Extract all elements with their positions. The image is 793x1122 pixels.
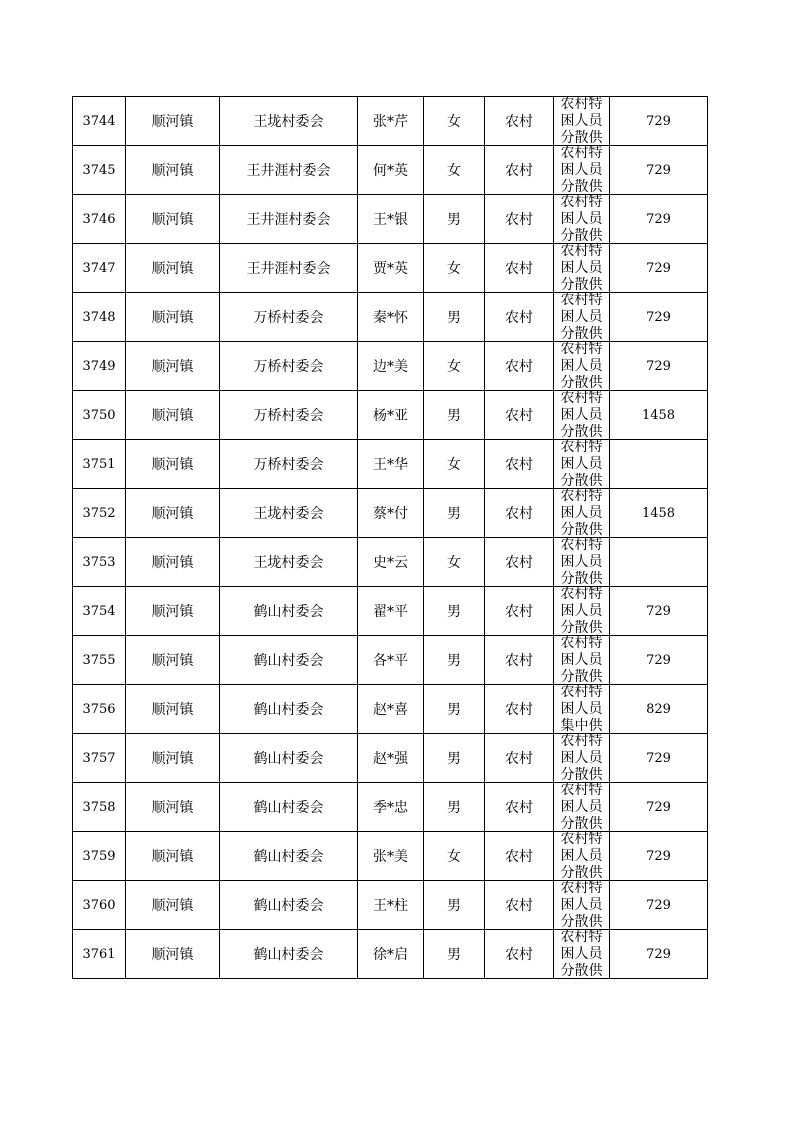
type-cell (554, 685, 610, 734)
gender-cell: 男 (424, 489, 485, 538)
table-row (73, 293, 708, 342)
type-text: 农村特困人员分散供 (560, 293, 603, 342)
row-number-cell: 3749 (73, 342, 126, 391)
row-number-cell: 3759 (73, 832, 126, 881)
town-cell: 顺河镇 (126, 734, 220, 783)
row-number-cell: 3747 (73, 244, 126, 293)
type-text: 农村特困人员分散供 (560, 97, 603, 146)
village-cell: 王井涯村委会 (220, 195, 358, 244)
area-cell: 农村 (485, 538, 554, 587)
gender-cell: 女 (424, 832, 485, 881)
area-cell: 农村 (485, 636, 554, 685)
area-cell: 农村 (485, 685, 554, 734)
area-cell: 农村 (485, 783, 554, 832)
area-cell: 农村 (485, 587, 554, 636)
village-cell: 鹤山村委会 (220, 832, 358, 881)
village-cell: 万桥村委会 (220, 293, 358, 342)
name-cell: 赵*强 (358, 734, 424, 783)
amount-cell: 729 (610, 342, 708, 391)
name-cell: 秦*怀 (358, 293, 424, 342)
name-cell: 何*英 (358, 146, 424, 195)
row-number-cell: 3758 (73, 783, 126, 832)
gender-cell: 男 (424, 587, 485, 636)
type-cell (554, 636, 610, 685)
row-number-cell: 3754 (73, 587, 126, 636)
amount-cell: 729 (610, 832, 708, 881)
name-cell: 王*银 (358, 195, 424, 244)
gender-cell: 女 (424, 97, 485, 146)
name-cell: 徐*启 (358, 930, 424, 979)
area-cell: 农村 (485, 195, 554, 244)
village-cell: 王井涯村委会 (220, 244, 358, 293)
area-cell: 农村 (485, 293, 554, 342)
type-cell (554, 342, 610, 391)
name-cell: 边*美 (358, 342, 424, 391)
row-number-cell: 3750 (73, 391, 126, 440)
type-cell (554, 587, 610, 636)
town-cell: 顺河镇 (126, 538, 220, 587)
name-cell: 史*云 (358, 538, 424, 587)
table-row (73, 342, 708, 391)
name-cell: 季*忠 (358, 783, 424, 832)
amount-cell: 829 (610, 685, 708, 734)
town-cell: 顺河镇 (126, 636, 220, 685)
table-row (73, 489, 708, 538)
town-cell: 顺河镇 (126, 244, 220, 293)
data-table (72, 96, 708, 979)
amount-cell: 729 (610, 146, 708, 195)
type-text: 农村特困人员分散供 (560, 538, 603, 587)
area-cell: 农村 (485, 832, 554, 881)
area-cell: 农村 (485, 146, 554, 195)
gender-cell: 男 (424, 636, 485, 685)
village-cell: 鹤山村委会 (220, 734, 358, 783)
amount-cell: 729 (610, 783, 708, 832)
type-text: 农村特困人员分散供 (560, 783, 603, 832)
table-row (73, 244, 708, 293)
table-row (73, 538, 708, 587)
row-number-cell: 3761 (73, 930, 126, 979)
row-number-cell: 3744 (73, 97, 126, 146)
gender-cell: 女 (424, 440, 485, 489)
type-text: 农村特困人员分散供 (560, 440, 603, 489)
type-cell (554, 538, 610, 587)
town-cell: 顺河镇 (126, 97, 220, 146)
amount-cell (610, 538, 708, 587)
village-cell: 万桥村委会 (220, 342, 358, 391)
town-cell: 顺河镇 (126, 685, 220, 734)
type-text: 农村特困人员分散供 (560, 881, 603, 930)
table-row (73, 930, 708, 979)
row-number-cell: 3752 (73, 489, 126, 538)
type-text: 农村特困人员分散供 (560, 734, 603, 783)
type-cell (554, 293, 610, 342)
amount-cell (610, 440, 708, 489)
town-cell: 顺河镇 (126, 293, 220, 342)
type-cell (554, 195, 610, 244)
gender-cell: 男 (424, 930, 485, 979)
row-number-cell: 3753 (73, 538, 126, 587)
row-number-cell: 3746 (73, 195, 126, 244)
row-number-cell: 3756 (73, 685, 126, 734)
area-cell: 农村 (485, 930, 554, 979)
table-row (73, 881, 708, 930)
town-cell: 顺河镇 (126, 783, 220, 832)
type-cell (554, 244, 610, 293)
row-number-cell: 3748 (73, 293, 126, 342)
town-cell: 顺河镇 (126, 391, 220, 440)
village-cell: 王垅村委会 (220, 97, 358, 146)
gender-cell: 女 (424, 342, 485, 391)
row-number-cell: 3745 (73, 146, 126, 195)
town-cell: 顺河镇 (126, 440, 220, 489)
village-cell: 鹤山村委会 (220, 636, 358, 685)
type-cell (554, 832, 610, 881)
gender-cell: 男 (424, 293, 485, 342)
village-cell: 鹤山村委会 (220, 587, 358, 636)
village-cell: 鹤山村委会 (220, 930, 358, 979)
name-cell: 张*芹 (358, 97, 424, 146)
table-row (73, 391, 708, 440)
name-cell: 各*平 (358, 636, 424, 685)
village-cell: 鹤山村委会 (220, 881, 358, 930)
town-cell: 顺河镇 (126, 195, 220, 244)
row-number-cell: 3760 (73, 881, 126, 930)
type-cell (554, 489, 610, 538)
type-text: 农村特困人员分散供 (560, 244, 603, 293)
village-cell: 王垅村委会 (220, 489, 358, 538)
town-cell: 顺河镇 (126, 146, 220, 195)
gender-cell: 女 (424, 244, 485, 293)
town-cell: 顺河镇 (126, 587, 220, 636)
amount-cell: 729 (610, 97, 708, 146)
town-cell: 顺河镇 (126, 832, 220, 881)
village-cell: 王垅村委会 (220, 538, 358, 587)
name-cell: 王*柱 (358, 881, 424, 930)
type-text: 农村特困人员分散供 (560, 636, 603, 685)
gender-cell: 女 (424, 146, 485, 195)
amount-cell: 729 (610, 587, 708, 636)
type-cell (554, 881, 610, 930)
table-row (73, 636, 708, 685)
area-cell: 农村 (485, 440, 554, 489)
name-cell: 贾*英 (358, 244, 424, 293)
type-text: 农村特困人员分散供 (560, 195, 603, 244)
area-cell: 农村 (485, 881, 554, 930)
area-cell: 农村 (485, 391, 554, 440)
type-text: 农村特困人员分散供 (560, 146, 603, 195)
name-cell: 蔡*付 (358, 489, 424, 538)
name-cell: 张*美 (358, 832, 424, 881)
village-cell: 万桥村委会 (220, 440, 358, 489)
table-row (73, 734, 708, 783)
table-row (73, 685, 708, 734)
table-row (73, 587, 708, 636)
table-row (73, 146, 708, 195)
type-cell (554, 440, 610, 489)
table-row (73, 440, 708, 489)
type-text: 农村特困人员分散供 (560, 930, 603, 979)
type-text: 农村特困人员分散供 (560, 391, 603, 440)
type-text: 农村特困人员分散供 (560, 489, 603, 538)
gender-cell: 女 (424, 538, 485, 587)
amount-cell: 729 (610, 293, 708, 342)
type-cell (554, 146, 610, 195)
village-cell: 万桥村委会 (220, 391, 358, 440)
village-cell: 鹤山村委会 (220, 685, 358, 734)
gender-cell: 男 (424, 685, 485, 734)
area-cell: 农村 (485, 342, 554, 391)
amount-cell: 1458 (610, 391, 708, 440)
amount-cell: 729 (610, 734, 708, 783)
row-number-cell: 3755 (73, 636, 126, 685)
gender-cell: 男 (424, 195, 485, 244)
name-cell: 赵*喜 (358, 685, 424, 734)
row-number-cell: 3751 (73, 440, 126, 489)
gender-cell: 男 (424, 881, 485, 930)
amount-cell: 729 (610, 881, 708, 930)
area-cell: 农村 (485, 97, 554, 146)
table-row (73, 97, 708, 146)
amount-cell: 729 (610, 930, 708, 979)
type-cell (554, 391, 610, 440)
gender-cell: 男 (424, 783, 485, 832)
table-row (73, 832, 708, 881)
village-cell: 王井涯村委会 (220, 146, 358, 195)
gender-cell: 男 (424, 391, 485, 440)
area-cell: 农村 (485, 734, 554, 783)
amount-cell: 729 (610, 636, 708, 685)
type-cell (554, 734, 610, 783)
town-cell: 顺河镇 (126, 342, 220, 391)
amount-cell: 1458 (610, 489, 708, 538)
town-cell: 顺河镇 (126, 881, 220, 930)
type-text: 农村特困人员分散供 (560, 587, 603, 636)
table-row (73, 783, 708, 832)
village-cell: 鹤山村委会 (220, 783, 358, 832)
town-cell: 顺河镇 (126, 489, 220, 538)
gender-cell: 男 (424, 734, 485, 783)
table-row (73, 195, 708, 244)
name-cell: 杨*亚 (358, 391, 424, 440)
town-cell: 顺河镇 (126, 930, 220, 979)
amount-cell: 729 (610, 195, 708, 244)
area-cell: 农村 (485, 244, 554, 293)
type-text: 农村特困人员分散供 (560, 832, 603, 881)
type-text: 农村特困人员分散供 (560, 342, 603, 391)
area-cell: 农村 (485, 489, 554, 538)
type-cell (554, 783, 610, 832)
type-cell (554, 97, 610, 146)
type-text: 农村特困人员集中供 (560, 685, 603, 734)
row-number-cell: 3757 (73, 734, 126, 783)
amount-cell: 729 (610, 244, 708, 293)
name-cell: 王*华 (358, 440, 424, 489)
name-cell: 翟*平 (358, 587, 424, 636)
type-cell (554, 930, 610, 979)
